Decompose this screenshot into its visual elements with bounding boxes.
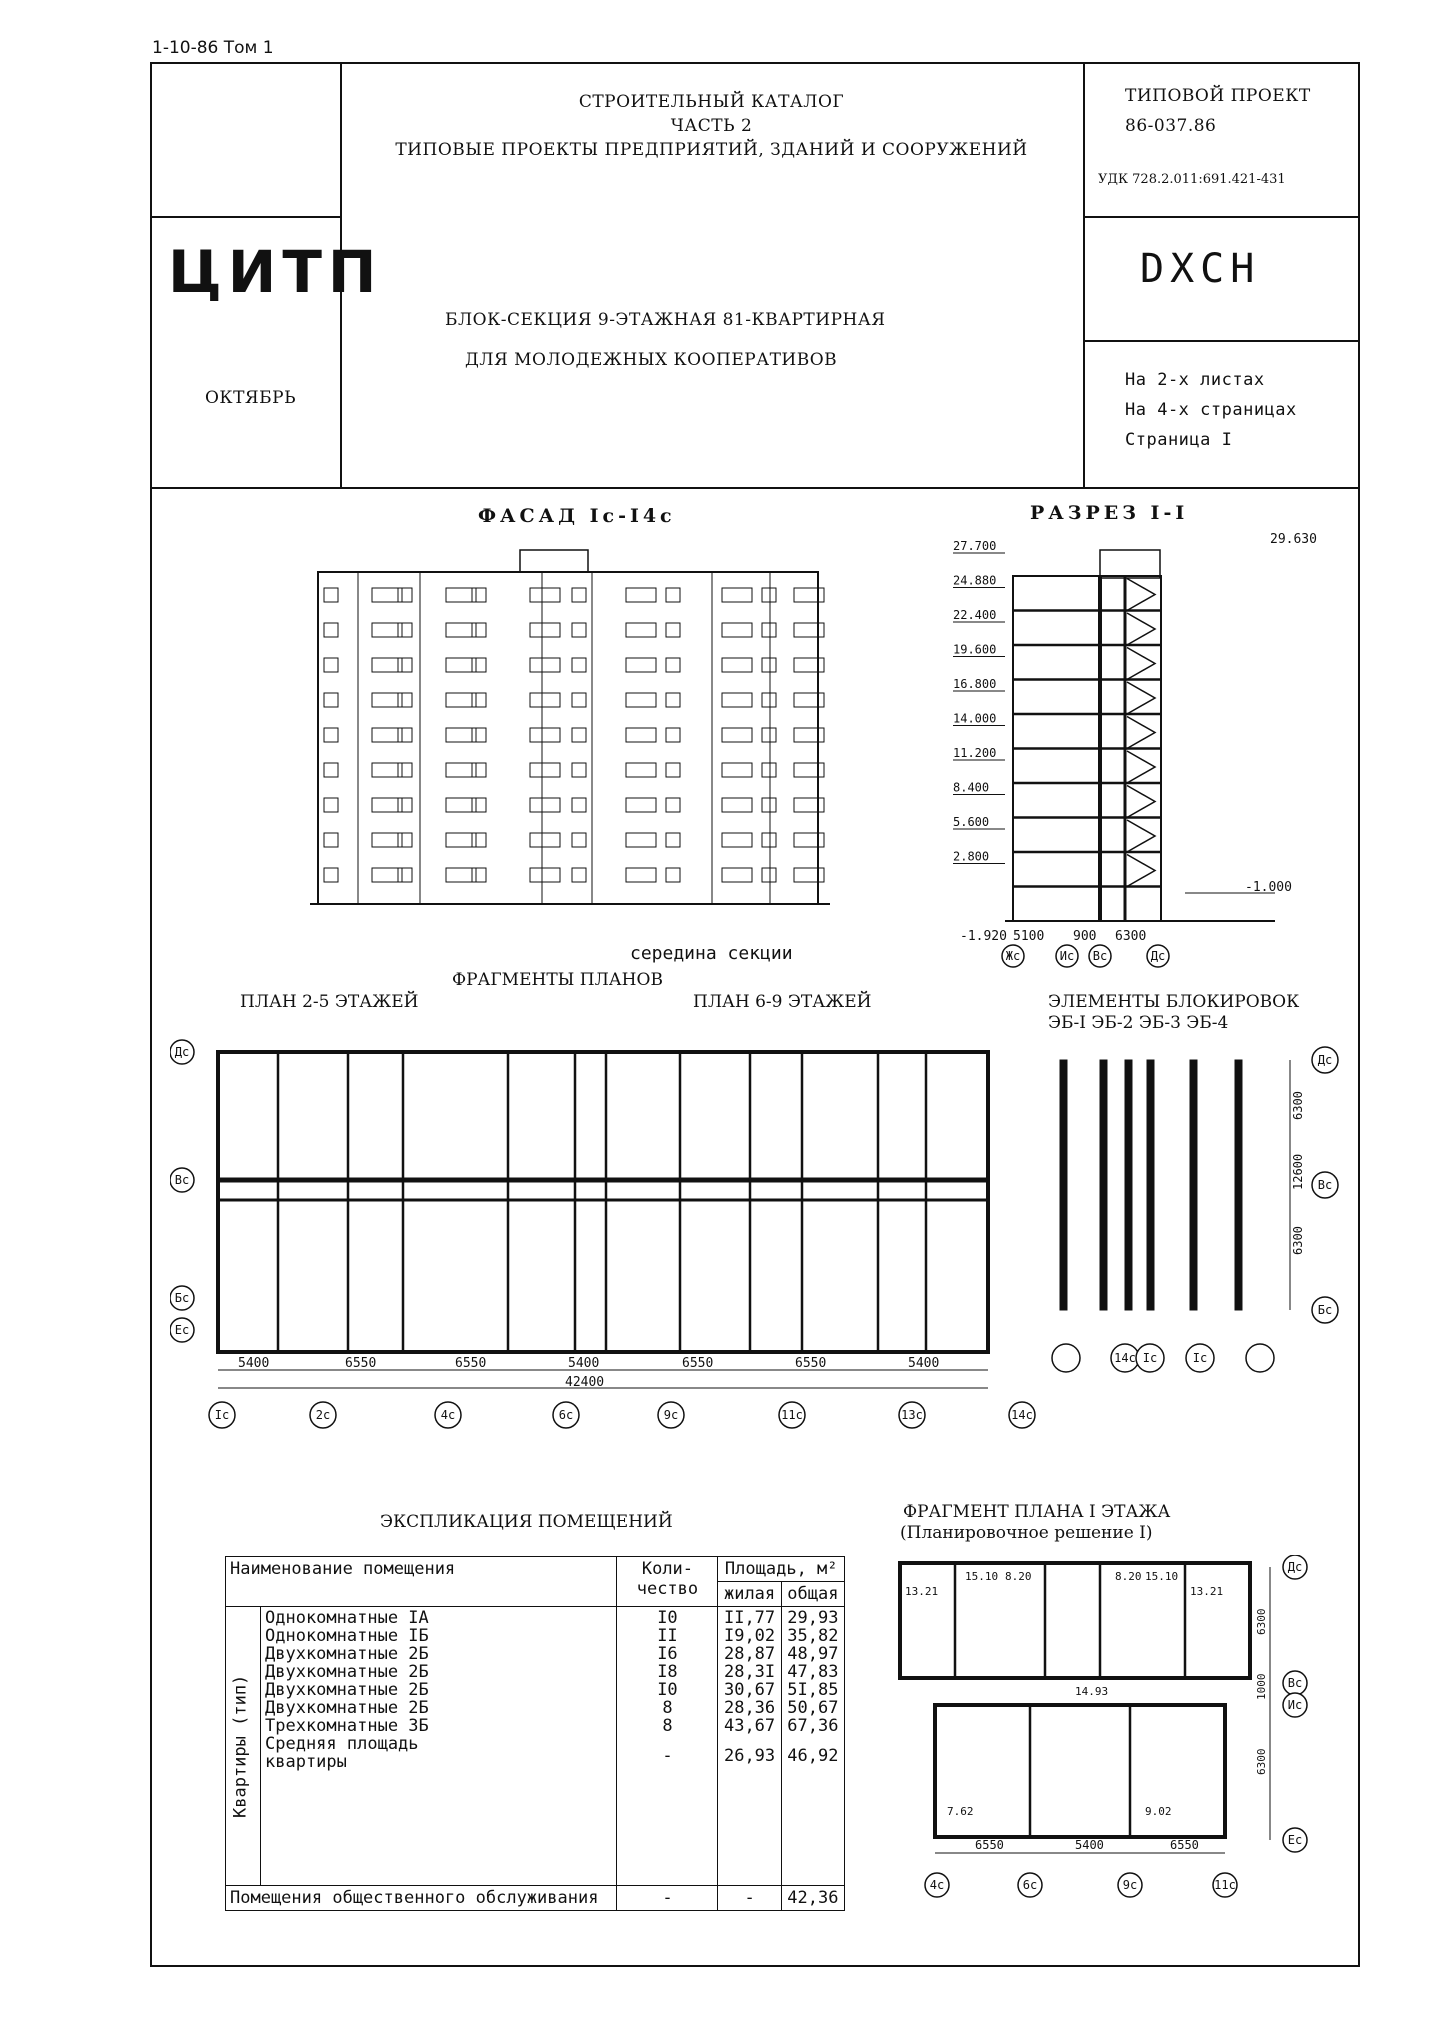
svg-text:8.20: 8.20 xyxy=(1115,1570,1142,1583)
public-living: - xyxy=(718,1886,781,1911)
public-qty: - xyxy=(617,1886,718,1911)
col-total-header: общая xyxy=(781,1582,844,1607)
section-axis-4 xyxy=(1147,945,1169,967)
section-level-6: 14.000 xyxy=(953,711,997,726)
section-top-level: 29.630 xyxy=(1270,532,1317,547)
svg-text:15.10: 15.10 xyxy=(1145,1570,1179,1583)
plan-axis-left-4 xyxy=(170,1318,194,1342)
org-name: ЦИТП xyxy=(168,238,383,306)
svg-text:Дс: Дс xyxy=(1150,949,1166,963)
svg-text:Ic: Ic xyxy=(214,1408,230,1422)
elements-dim-1: 6300 xyxy=(1291,1091,1305,1120)
section-level-8: 8.400 xyxy=(953,780,990,795)
elements-bottom-axis-4 xyxy=(1186,1344,1214,1372)
plan-axis-bottom-2 xyxy=(310,1402,336,1428)
svg-text:14с: 14с xyxy=(1114,1351,1136,1365)
plan-axis-left-3 xyxy=(170,1286,194,1310)
plan-right-title: ПЛАН 6-9 ЭТАЖЕЙ xyxy=(693,992,872,1012)
section-ground-level: -1.000 xyxy=(1245,880,1292,895)
public-label: Помещения общественного обслуживания xyxy=(226,1886,617,1911)
svg-text:14.93: 14.93 xyxy=(1075,1685,1109,1698)
elements-bottom-axis-2 xyxy=(1111,1344,1139,1372)
svg-text:Вс: Вс xyxy=(174,1173,190,1187)
col-name-header: Наименование помещения xyxy=(226,1557,617,1607)
plan-axis-bottom-7 xyxy=(899,1402,925,1428)
svg-text:Вс: Вс xyxy=(1287,1676,1303,1690)
page-count: На 4-х страницах xyxy=(1125,400,1297,420)
section-level-7: 11.200 xyxy=(953,746,997,760)
floor1-title: ФРАГМЕНТ ПЛАНА I ЭТАЖА xyxy=(903,1502,1171,1522)
svg-text:9.02: 9.02 xyxy=(1145,1805,1172,1818)
elements-axis-2 xyxy=(1312,1172,1338,1198)
floor1-dim-right-2: 1000 xyxy=(1255,1673,1268,1700)
svg-text:Ес: Ес xyxy=(1287,1833,1303,1847)
svg-text:9c: 9c xyxy=(663,1408,679,1422)
svg-text:Вс: Вс xyxy=(1317,1178,1333,1192)
section-axis-3 xyxy=(1089,945,1111,967)
elements-axis-3 xyxy=(1312,1297,1338,1323)
svg-text:Бс: Бс xyxy=(174,1291,190,1305)
section-title: РАЗРЕЗ I-I xyxy=(1030,502,1189,524)
project-label: ТИПОВОЙ ПРОЕКТ xyxy=(1125,86,1311,106)
section-dim-3: 6300 xyxy=(1115,929,1147,944)
col-qty-header: Коли-чество xyxy=(617,1557,718,1607)
col-area-header: Площадь, м² xyxy=(718,1557,845,1582)
svg-text:13.21: 13.21 xyxy=(905,1585,939,1598)
elements-dim-2: 12600 xyxy=(1291,1153,1305,1190)
elements-dim-3: 6300 xyxy=(1291,1226,1305,1255)
section-axis-1 xyxy=(1002,945,1024,967)
living-column: II,77 I9,02 28,87 28,3I 30,67 28,36 43,67 26,93 xyxy=(718,1607,781,1886)
project-title-2: ДЛЯ МОЛОДЕЖНЫХ КООПЕРАТИВОВ xyxy=(465,350,838,370)
svg-text:2c: 2c xyxy=(315,1408,331,1422)
plan-dim-2: 6550 xyxy=(345,1356,377,1371)
svg-text:Ис: Ис xyxy=(1059,949,1075,963)
floor1-axis-bottom-3 xyxy=(1118,1873,1142,1897)
fragments-title: ФРАГМЕНТЫ ПЛАНОВ xyxy=(452,970,663,990)
svg-text:14c: 14c xyxy=(1011,1408,1033,1422)
elements-bottom-axis-3 xyxy=(1136,1344,1164,1372)
project-number: 86-037.86 xyxy=(1125,116,1217,136)
col-living-header: жилая xyxy=(718,1582,781,1607)
floor1-dim-right-1: 6300 xyxy=(1255,1608,1268,1635)
plan-left-title: ПЛАН 2-5 ЭТАЖЕЙ xyxy=(240,992,419,1012)
qty-column: I0 II I6 I8 I0 8 8 - xyxy=(617,1607,718,1886)
elements-axis-1 xyxy=(1312,1047,1338,1073)
plan-axis-bottom-6 xyxy=(779,1402,805,1428)
explication-title: ЭКСПЛИКАЦИЯ ПОМЕЩЕНИЙ xyxy=(380,1512,673,1532)
svg-text:Ис: Ис xyxy=(1287,1698,1303,1712)
name-column: Однокомнатные IA Однокомнатные IБ Двухкомнатные 2Б Двухкомнатные 2Б Двухкомнатные 2Б Двухкомнатные 2Б Трехкомнатные 3Б Средняя площадь квартиры xyxy=(261,1607,617,1886)
floor1-axis-bottom-2 xyxy=(1018,1873,1042,1897)
plan-dim-7: 5400 xyxy=(908,1356,940,1371)
plan-axis-bottom-1 xyxy=(209,1402,235,1428)
plan-axis-left-2 xyxy=(170,1168,194,1192)
plan-dim-4: 5400 xyxy=(568,1356,600,1371)
blocking-elements xyxy=(1040,1040,1340,1395)
public-total: 42,36 xyxy=(781,1886,844,1911)
elements-list: ЭБ-I ЭБ-2 ЭБ-3 ЭБ-4 xyxy=(1048,1013,1229,1033)
facade-title: ФАСАД Ic-I4c xyxy=(478,505,676,527)
facade-drawing xyxy=(310,548,830,910)
section-level-3: 22.400 xyxy=(953,608,997,622)
udk: УДК 728.2.011:691.421-431 xyxy=(1098,172,1286,187)
svg-text:11c: 11c xyxy=(781,1408,803,1422)
page-ref: 1-10-86 Том 1 xyxy=(152,38,274,58)
catalog-title: СТРОИТЕЛЬНЫЙ КАТАЛОГ ЧАСТЬ 2 ТИПОВЫЕ ПРОЕКТЫ ПРЕДПРИЯТИЙ, ЗДАНИЙ И СООРУЖЕНИЙ xyxy=(395,92,1028,160)
svg-text:8.20: 8.20 xyxy=(1005,1570,1032,1583)
svg-text:15.10: 15.10 xyxy=(965,1570,999,1583)
page-number: Страница I xyxy=(1125,430,1233,450)
floor1-dim-right-3: 6300 xyxy=(1255,1748,1268,1775)
section-base-level: -1.920 xyxy=(960,929,1007,944)
svg-text:7.62: 7.62 xyxy=(947,1805,974,1818)
section-level-1: 27.700 xyxy=(953,539,997,553)
section-level-5: 16.800 xyxy=(953,677,997,691)
svg-text:Ic: Ic xyxy=(1142,1351,1158,1365)
section-level-9: 5.600 xyxy=(953,815,990,829)
floor1-dim-2: 5400 xyxy=(1075,1838,1104,1852)
svg-text:9c: 9c xyxy=(1122,1878,1138,1892)
plan-axis-left-1 xyxy=(170,1040,194,1064)
plan-total-dim: 42400 xyxy=(565,1375,605,1390)
group-label: Квартиры (тип) xyxy=(226,1607,261,1886)
svg-text:Дс: Дс xyxy=(1317,1053,1333,1067)
explication-table xyxy=(225,1556,845,1911)
plan-dim-3: 6550 xyxy=(455,1356,487,1371)
svg-text:Дс: Дс xyxy=(174,1045,190,1059)
release-month: ОКТЯБРЬ xyxy=(205,388,297,408)
table-row xyxy=(226,1886,845,1911)
section-middle-label: середина секции xyxy=(630,943,793,964)
floor-plan xyxy=(170,1030,1045,1440)
svg-text:13c: 13c xyxy=(901,1408,923,1422)
elements-bottom-axis-5 xyxy=(1246,1344,1274,1372)
section-dim-1: 5100 xyxy=(1013,929,1045,944)
project-code: DXCH xyxy=(1140,246,1261,292)
svg-text:11c: 11c xyxy=(1214,1878,1236,1892)
section-axis-2 xyxy=(1056,945,1078,967)
plan-dim-6: 6550 xyxy=(795,1356,827,1371)
floor1-plan xyxy=(895,1555,1360,1925)
total-column: 29,93 35,82 48,97 47,83 5I,85 50,67 67,36 46,92 xyxy=(781,1607,844,1886)
svg-text:Вс: Вс xyxy=(1092,949,1108,963)
floor1-dim-3: 6550 xyxy=(1170,1838,1199,1852)
floor1-subtitle: (Планировочное решение I) xyxy=(900,1523,1153,1543)
floor1-axis-bottom-1 xyxy=(925,1873,949,1897)
project-title-1: БЛОК-СЕКЦИЯ 9-ЭТАЖНАЯ 81-КВАРТИРНАЯ xyxy=(445,310,886,330)
floor1-axis-right-4 xyxy=(1283,1828,1307,1852)
svg-text:Дс: Дс xyxy=(1287,1560,1303,1574)
floor1-axis-bottom-4 xyxy=(1213,1873,1237,1897)
section-level-10: 2.800 xyxy=(953,849,990,864)
sheet-count: На 2-х листах xyxy=(1125,370,1265,390)
svg-text:Ес: Ес xyxy=(174,1323,190,1337)
floor1-dim-1: 6550 xyxy=(975,1838,1004,1852)
floor1-axis-right-2 xyxy=(1283,1671,1307,1695)
section-level-4: 19.600 xyxy=(953,642,997,657)
svg-text:4c: 4c xyxy=(929,1878,945,1892)
svg-text:6c: 6c xyxy=(1022,1878,1038,1892)
floor1-axis-right-3 xyxy=(1283,1693,1307,1717)
table-row xyxy=(226,1607,845,1886)
svg-text:6c: 6c xyxy=(558,1408,574,1422)
svg-text:4c: 4c xyxy=(440,1408,456,1422)
elements-title: ЭЛЕМЕНТЫ БЛОКИРОВОК xyxy=(1048,992,1300,1012)
section-level-2: 24.880 xyxy=(953,573,997,588)
svg-text:Ic: Ic xyxy=(1192,1351,1208,1365)
plan-axis-bottom-5 xyxy=(658,1402,684,1428)
svg-text:13.21: 13.21 xyxy=(1190,1585,1224,1598)
section-drawing xyxy=(945,528,1340,968)
plan-axis-bottom-8 xyxy=(1009,1402,1035,1428)
svg-text:Жс: Жс xyxy=(1005,949,1021,963)
plan-dim-1: 5400 xyxy=(238,1356,270,1371)
elements-bottom-axis-1 xyxy=(1052,1344,1080,1372)
floor1-axis-right-1 xyxy=(1283,1555,1307,1579)
section-dim-2: 900 xyxy=(1073,929,1097,944)
plan-axis-bottom-4 xyxy=(553,1402,579,1428)
plan-axis-bottom-3 xyxy=(435,1402,461,1428)
plan-dim-5: 6550 xyxy=(682,1356,714,1371)
svg-text:Бс: Бс xyxy=(1317,1303,1333,1317)
